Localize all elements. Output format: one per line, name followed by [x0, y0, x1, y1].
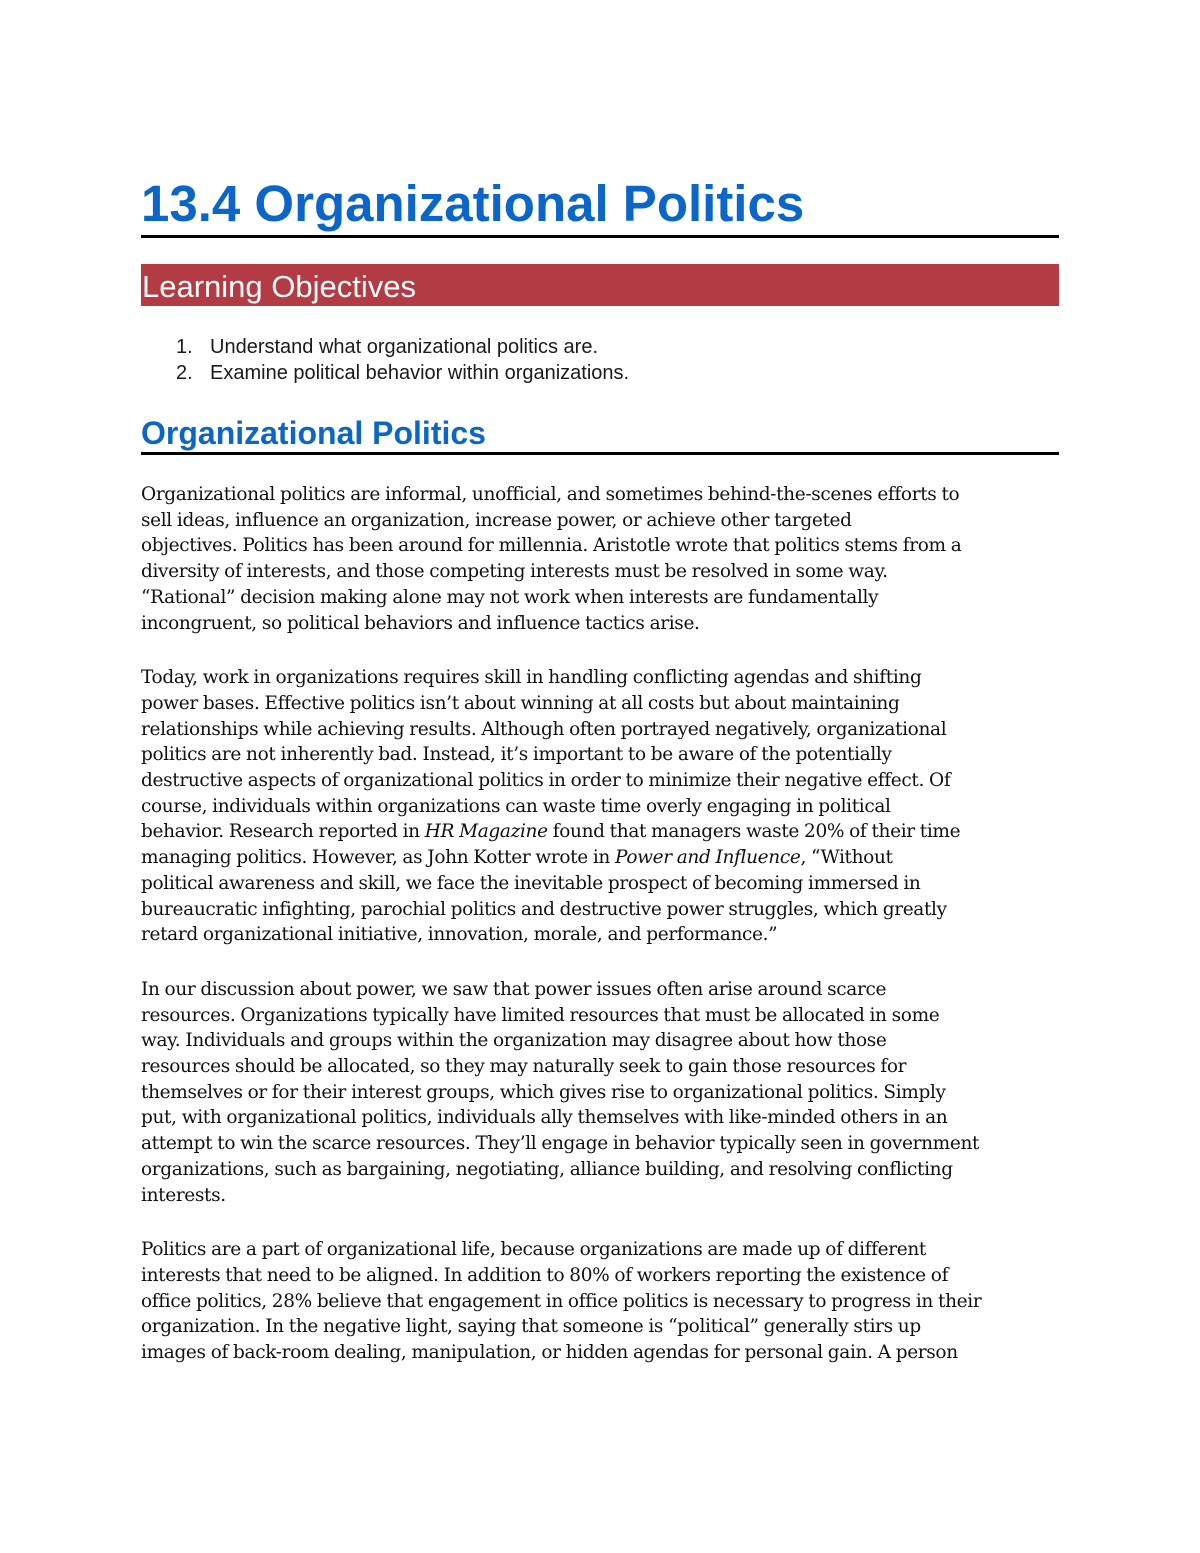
text-run: managing politics. However, as John Kotter wrote in: [141, 847, 615, 869]
list-item: [141, 334, 629, 360]
text-line: relationships while achieving results. Although often portrayed negatively, organizational: [141, 718, 947, 740]
text-line: themselves or for their interest groups, which gives rise to organizational politics. Simply: [141, 1081, 946, 1103]
text-line: interests.: [141, 1184, 226, 1206]
text-line: interests that need to be aligned. In addition to 80% of workers reporting the existence of: [141, 1264, 949, 1286]
text-line: organization. In the negative light, saying that someone is “political” generally stirs up: [141, 1316, 921, 1338]
section-heading: Organizational Politics: [141, 415, 486, 451]
text-line: incongruent, so political behaviors and influence tactics arise.: [141, 612, 700, 634]
chapter-title: 13.4 Organizational Politics: [141, 175, 805, 232]
paragraph-3: [141, 977, 1071, 1208]
text-line: Politics are a part of organizational life, because organizations are made up of different: [141, 1239, 926, 1261]
list-item-number: 1.: [176, 336, 193, 358]
learning-objectives-list: [141, 334, 629, 386]
text-line: diversity of interests, and those competing interests must be resolved in some way.: [141, 561, 888, 583]
title-underline: [141, 235, 1059, 238]
text-line: politics are not inherently bad. Instead, it’s important to be aware of the potentially: [141, 744, 892, 766]
text-line: retard organizational initiative, innovation, morale, and performance.”: [141, 924, 778, 946]
text-line: Organizational politics are informal, unofficial, and sometimes behind-the-scenes efforts to: [141, 484, 960, 505]
text-line: resources should be allocated, so they may naturally seek to gain those resources for: [141, 1056, 907, 1078]
text-line: resources. Organizations typically have limited resources that must be allocated in some: [141, 1004, 940, 1026]
paragraph-1: [141, 482, 1071, 636]
section-body: [141, 482, 1071, 1395]
paragraph-4: [141, 1237, 1071, 1366]
list-item-number: 2.: [176, 362, 193, 384]
text-line: “Rational” decision making alone may not work when interests are fundamentally: [141, 586, 879, 608]
text-run: , “Without: [800, 847, 893, 869]
text-line: course, individuals within organizations can waste time overly engaging in political: [141, 795, 891, 817]
learning-objectives-banner: [141, 264, 1059, 306]
section-underline: [141, 452, 1059, 455]
paragraph-2: [141, 665, 1071, 948]
text-line: sell ideas, influence an organization, increase power, or achieve other targeted: [141, 509, 852, 531]
text-line: attempt to win the scarce resources. They’ll engage in behavior typically seen in government: [141, 1133, 980, 1155]
text-line: power bases. Effective politics isn’t about winning at all costs but about maintaining: [141, 692, 900, 714]
list-item-text: Examine political behavior within organizations.: [210, 362, 630, 384]
text-line: [141, 819, 1071, 845]
list-item-text: Understand what organizational politics are.: [210, 336, 598, 358]
text-line: office politics, 28% believe that engagement in office politics is necessary to progress in their: [141, 1290, 982, 1312]
text-line: organizations, such as bargaining, negotiating, alliance building, and resolving conflicting: [141, 1158, 953, 1180]
list-item: [141, 360, 629, 386]
book-title-power-and-influence: Power and Influence: [615, 847, 801, 869]
publication-title-hr-magazine: HR Magazine: [424, 821, 548, 843]
text-line: Today, work in organizations requires skill in handling conflicting agendas and shifting: [141, 667, 922, 689]
text-line: objectives. Politics has been around for millennia. Aristotle wrote that politics stems from a: [141, 535, 962, 557]
text-run: found that managers waste 20% of their time: [547, 821, 961, 843]
text-line: [141, 845, 1071, 871]
text-run: behavior. Research reported in: [141, 821, 425, 843]
text-line: In our discussion about power, we saw that power issues often arise around scarce: [141, 978, 887, 1000]
text-line: bureaucratic infighting, parochial politics and destructive power struggles, which greatly: [141, 898, 947, 920]
text-line: put, with organizational politics, individuals ally themselves with like-minded others in an: [141, 1107, 948, 1129]
text-line: way. Individuals and groups within the organization may disagree about how those: [141, 1030, 887, 1052]
learning-objectives-heading: Learning Objectives: [142, 269, 416, 304]
text-line: destructive aspects of organizational politics in order to minimize their negative effect. Of: [141, 770, 951, 792]
text-line: images of back-room dealing, manipulation, or hidden agendas for personal gain. A person: [141, 1342, 958, 1364]
text-line: political awareness and skill, we face the inevitable prospect of becoming immersed in: [141, 872, 921, 894]
